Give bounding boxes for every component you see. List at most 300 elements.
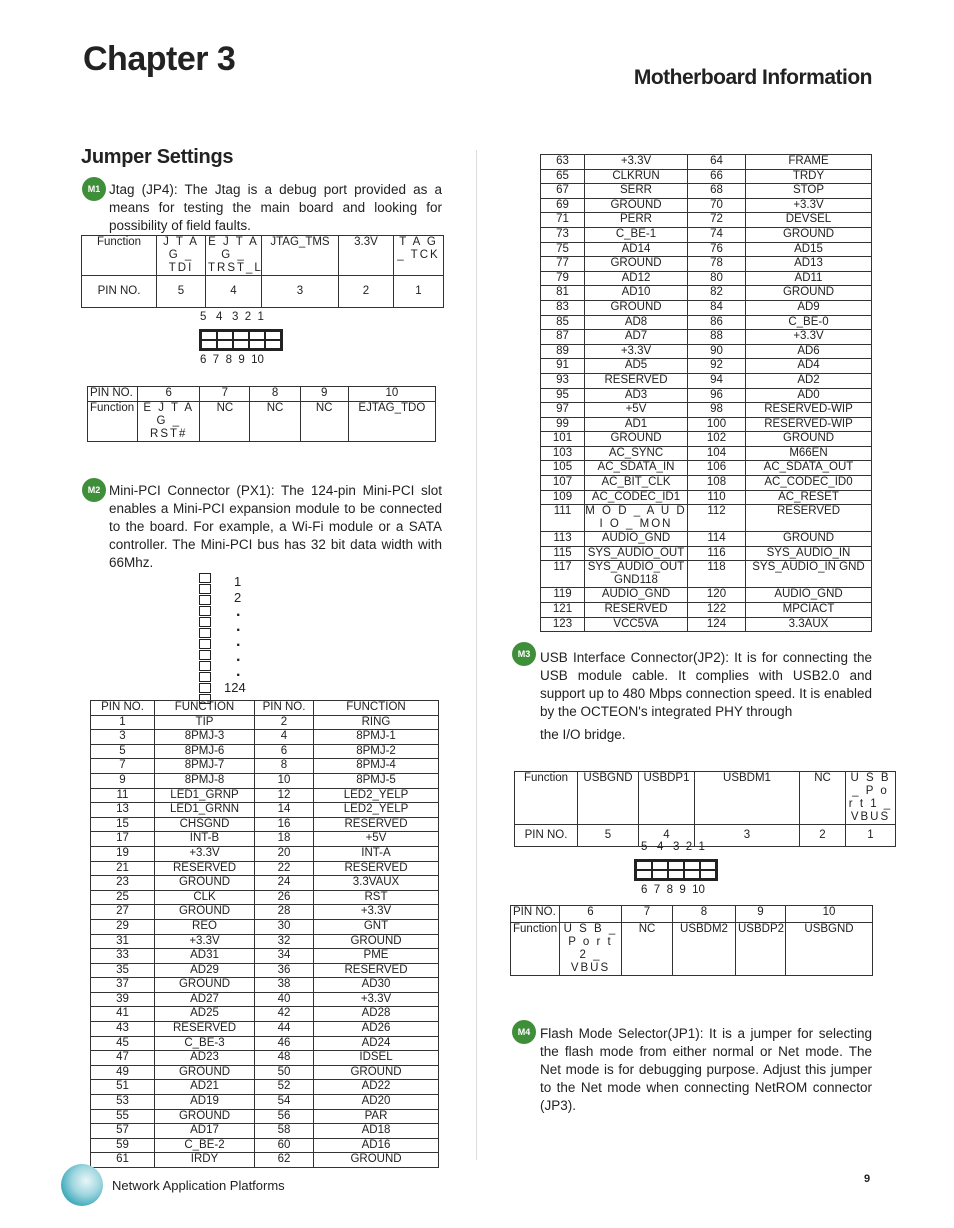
cell: 2 — [339, 276, 394, 308]
table-cell: 63 — [541, 155, 585, 170]
header-cell: FUNCTION — [314, 701, 439, 716]
table-cell: 98 — [688, 403, 746, 418]
minipci-pin2-label: 2 — [234, 590, 242, 605]
table-row — [541, 330, 872, 345]
cell: 6 — [560, 906, 622, 923]
table-cell: 8PMJ-4 — [314, 759, 439, 774]
table-cell: 89 — [541, 344, 585, 359]
table-row — [541, 388, 872, 403]
table-cell: AD5 — [585, 359, 688, 374]
cell: PIN NO. — [82, 276, 157, 308]
cell: 1 — [846, 825, 896, 847]
table-cell: 60 — [255, 1138, 314, 1153]
table-cell: PME — [314, 949, 439, 964]
table-cell: 73 — [541, 227, 585, 242]
table-row — [91, 773, 439, 788]
table-cell: AD8 — [585, 315, 688, 330]
table-cell: +3.3V — [155, 846, 255, 861]
table-cell: 59 — [91, 1138, 155, 1153]
table-cell: 123 — [541, 617, 585, 632]
chapter-subtitle: Motherboard Information — [633, 66, 872, 89]
cell: 6 — [138, 387, 200, 402]
table-row — [91, 744, 439, 759]
table-cell: AD9 — [746, 300, 872, 315]
cell: NC — [622, 923, 673, 976]
usb-pin-table — [510, 905, 873, 976]
table-cell: AD24 — [314, 1036, 439, 1051]
table-row — [541, 490, 872, 505]
cell: NC — [250, 402, 300, 442]
table-cell: 93 — [541, 373, 585, 388]
table-cell: GROUND — [585, 257, 688, 272]
table-row — [541, 417, 872, 432]
table-cell: 72 — [688, 213, 746, 228]
cell: T A G _ TCK — [394, 236, 444, 276]
table-row — [541, 505, 872, 532]
table-cell: 33 — [91, 949, 155, 964]
cell: 3 — [695, 825, 800, 847]
table-cell: 105 — [541, 461, 585, 476]
table-cell: 83 — [541, 300, 585, 315]
table-cell: DEVSEL — [746, 213, 872, 228]
table-cell: 5 — [91, 744, 155, 759]
table-row — [91, 1065, 439, 1080]
table-cell: AD10 — [585, 286, 688, 301]
minipci-pin1-label: 1 — [234, 574, 242, 589]
cell: 9 — [300, 387, 348, 402]
table-row — [541, 257, 872, 272]
cell: 10 — [348, 387, 435, 402]
table-cell: CLK — [155, 890, 255, 905]
cell: JTAG_TMS — [262, 236, 339, 276]
table-cell: AD19 — [155, 1095, 255, 1110]
table-cell: 20 — [255, 846, 314, 861]
table-cell: GROUND — [314, 934, 439, 949]
table-cell: 116 — [688, 546, 746, 561]
table-row — [91, 934, 439, 949]
table-cell: 100 — [688, 417, 746, 432]
table-cell: +3.3V — [314, 992, 439, 1007]
table-cell: 75 — [541, 242, 585, 257]
table-cell: AD14 — [585, 242, 688, 257]
cell: NC — [300, 402, 348, 442]
table-cell: 8PMJ-7 — [155, 759, 255, 774]
table-cell: AD15 — [746, 242, 872, 257]
table-cell: GNT — [314, 919, 439, 934]
table-cell: 124 — [688, 617, 746, 632]
table-cell: SYS_AUDIO_OUT — [585, 546, 688, 561]
column-divider — [476, 150, 477, 1160]
table-cell: 53 — [91, 1095, 155, 1110]
table-row — [91, 803, 439, 818]
table-cell: 22 — [255, 861, 314, 876]
table-cell: GROUND — [155, 1109, 255, 1124]
table-cell: GROUND — [155, 978, 255, 993]
table-cell: 118 — [688, 561, 746, 588]
table-cell: 86 — [688, 315, 746, 330]
table-row — [91, 759, 439, 774]
table-cell: AD2 — [746, 373, 872, 388]
table-cell: 80 — [688, 271, 746, 286]
table-cell: GROUND — [314, 1065, 439, 1080]
table-cell: 119 — [541, 588, 585, 603]
table-cell: SYS_AUDIO_IN GND — [746, 561, 872, 588]
table-cell: AD7 — [585, 330, 688, 345]
header-cell: PIN NO. — [255, 701, 314, 716]
table-cell: RST — [314, 890, 439, 905]
table-cell: 104 — [688, 446, 746, 461]
table-cell: REO — [155, 919, 255, 934]
table-cell: AD3 — [585, 388, 688, 403]
table-row — [91, 1051, 439, 1066]
cell: 1 — [394, 276, 444, 308]
usb-pins-top-label: 5 4 3 2 1 — [641, 841, 705, 853]
section-title: Jumper Settings — [81, 146, 234, 168]
table-cell: GROUND — [314, 1153, 439, 1168]
table-cell: 82 — [688, 286, 746, 301]
table-cell: 51 — [91, 1080, 155, 1095]
table-cell: GROUND — [155, 876, 255, 891]
table-cell: 76 — [688, 242, 746, 257]
table-row — [541, 286, 872, 301]
table-cell: 3 — [91, 730, 155, 745]
table-row — [91, 1109, 439, 1124]
cell: USBDP2 — [736, 923, 786, 976]
table-cell: 8PMJ-2 — [314, 744, 439, 759]
table-cell: 56 — [255, 1109, 314, 1124]
table-cell: 6 — [255, 744, 314, 759]
table-cell: 58 — [255, 1124, 314, 1139]
table-cell: 7 — [91, 759, 155, 774]
table-cell: TIP — [155, 715, 255, 730]
table-cell: AD17 — [155, 1124, 255, 1139]
table-row — [541, 198, 872, 213]
table-cell: AD21 — [155, 1080, 255, 1095]
table-cell: 91 — [541, 359, 585, 374]
jtag-function-table — [81, 235, 444, 308]
table-cell: 8PMJ-8 — [155, 773, 255, 788]
table-cell: TRDY — [746, 169, 872, 184]
m2-text: Mini-PCI Connector (PX1): The 124-pin Mini-PCI slot enables a Mini-PCI expansion module to be connected to the board. For example, a Wi-Fi module or a SATA controller. The Mini-PCI bus has 32 bit data width with 66Mhz. — [109, 483, 442, 570]
table-row — [541, 432, 872, 447]
table-cell: PERR — [585, 213, 688, 228]
table-cell: 64 — [688, 155, 746, 170]
header-cell: PIN NO. — [91, 701, 155, 716]
table-cell: 57 — [91, 1124, 155, 1139]
table-cell: LED2_YELP — [314, 803, 439, 818]
cell: 7 — [200, 387, 250, 402]
usb-header-diagram — [634, 859, 718, 881]
cell: E J T A G _ RST# — [138, 402, 200, 442]
table-cell: 106 — [688, 461, 746, 476]
table-cell: RING — [314, 715, 439, 730]
table-cell: +5V — [314, 832, 439, 847]
table-cell: 65 — [541, 169, 585, 184]
table-cell: 4 — [255, 730, 314, 745]
table-cell: 8PMJ-5 — [314, 773, 439, 788]
table-cell: M66EN — [746, 446, 872, 461]
m4-badge: M4 — [512, 1020, 536, 1044]
jtag-pins-top-label: 5 4 3 2 1 — [200, 311, 264, 323]
cell: J T A G _ TDI — [157, 236, 206, 276]
table-row — [91, 715, 439, 730]
table-cell: 55 — [91, 1109, 155, 1124]
table-cell: 81 — [541, 286, 585, 301]
table-cell: RESERVED-WIP — [746, 403, 872, 418]
table-row — [91, 992, 439, 1007]
table-cell: 8PMJ-3 — [155, 730, 255, 745]
table-cell: 67 — [541, 184, 585, 199]
table-row — [541, 532, 872, 547]
table-cell: AD16 — [314, 1138, 439, 1153]
table-cell: C_BE-0 — [746, 315, 872, 330]
header-cell: FUNCTION — [155, 701, 255, 716]
footer-text: Network Application Platforms — [112, 1178, 285, 1193]
table-cell: AD18 — [314, 1124, 439, 1139]
table-cell: INT-A — [314, 846, 439, 861]
table-row — [541, 227, 872, 242]
table-cell: 21 — [91, 861, 155, 876]
table-row — [541, 461, 872, 476]
table-cell: 17 — [91, 832, 155, 847]
table-cell: SYS_AUDIO_OUT GND118 — [585, 561, 688, 588]
cell: Function — [511, 923, 560, 976]
cell: USBGND — [786, 923, 873, 976]
cell: U S B _ P o r t 1 _ VBUS — [846, 772, 896, 825]
table-cell: +3.3V — [585, 344, 688, 359]
table-cell: +3.3V — [746, 198, 872, 213]
table-cell: 46 — [255, 1036, 314, 1051]
table-row — [91, 949, 439, 964]
cell: 8 — [250, 387, 300, 402]
table-cell: 45 — [91, 1036, 155, 1051]
table-cell: INT-B — [155, 832, 255, 847]
table-cell: AD20 — [314, 1095, 439, 1110]
table-cell: 49 — [91, 1065, 155, 1080]
cell: 8 — [673, 906, 736, 923]
table-cell: 84 — [688, 300, 746, 315]
table-cell: +5V — [585, 403, 688, 418]
table-cell: 27 — [91, 905, 155, 920]
table-cell: CLKRUN — [585, 169, 688, 184]
table-cell: AC_SDATA_IN — [585, 461, 688, 476]
table-row — [541, 446, 872, 461]
cell: NC — [200, 402, 250, 442]
table-cell: 74 — [688, 227, 746, 242]
table-cell: 3.3VAUX — [314, 876, 439, 891]
table-cell: 99 — [541, 417, 585, 432]
cell: 5 — [578, 825, 639, 847]
table-cell: AD1 — [585, 417, 688, 432]
table-cell: 2 — [255, 715, 314, 730]
table-cell: AD22 — [314, 1080, 439, 1095]
table-cell: 77 — [541, 257, 585, 272]
table-cell: GROUND — [746, 286, 872, 301]
m4-text: Flash Mode Selector(JP1): It is a jumper for selecting the flash mode from either normal or Net mode. The Net mode is for debugging purpose. Adjust this jumper to the Net mode when connecting NetROM connector (JP3). — [540, 1026, 872, 1113]
table-cell: AC_SDATA_OUT — [746, 461, 872, 476]
table-row — [91, 832, 439, 847]
table-row — [541, 155, 872, 170]
jtag-pin-table — [87, 386, 436, 442]
table-row — [91, 1080, 439, 1095]
table-cell: AUDIO_GND — [585, 532, 688, 547]
table-row — [91, 788, 439, 803]
table-cell: VCC5VA — [585, 617, 688, 632]
table-row — [541, 561, 872, 588]
table-cell: 3.3AUX — [746, 617, 872, 632]
table-row — [91, 730, 439, 745]
table-cell: AD13 — [746, 257, 872, 272]
table-cell: +3.3V — [314, 905, 439, 920]
table-row — [91, 846, 439, 861]
table-cell: 54 — [255, 1095, 314, 1110]
table-cell: AD27 — [155, 992, 255, 1007]
table-cell: 30 — [255, 919, 314, 934]
table-cell: GROUND — [155, 905, 255, 920]
cell: E J T A G _ TRST_L — [206, 236, 262, 276]
table-cell: 42 — [255, 1007, 314, 1022]
table-cell: 102 — [688, 432, 746, 447]
table-cell: GROUND — [746, 532, 872, 547]
table-cell: 43 — [91, 1022, 155, 1037]
table-cell: AD25 — [155, 1007, 255, 1022]
table-cell: 36 — [255, 963, 314, 978]
table-cell: +3.3V — [746, 330, 872, 345]
table-cell: RESERVED — [585, 373, 688, 388]
table-cell: GROUND — [746, 227, 872, 242]
table-cell: CHSGND — [155, 817, 255, 832]
table-cell: 108 — [688, 476, 746, 491]
cell: USBDM1 — [695, 772, 800, 825]
table-cell: 122 — [688, 603, 746, 618]
table-cell: 107 — [541, 476, 585, 491]
table-cell: RESERVED — [314, 817, 439, 832]
table-row — [541, 315, 872, 330]
cell: EJTAG_TDO — [348, 402, 435, 442]
table-row — [91, 1124, 439, 1139]
table-cell: +3.3V — [585, 155, 688, 170]
cell: 5 — [157, 276, 206, 308]
table-row — [541, 344, 872, 359]
minipci-pin124-label: 124 — [224, 680, 246, 695]
table-cell: 121 — [541, 603, 585, 618]
minipci-pin-table-right — [540, 154, 872, 632]
table-cell: AD30 — [314, 978, 439, 993]
table-cell: 87 — [541, 330, 585, 345]
table-cell: 112 — [688, 505, 746, 532]
table-cell: 10 — [255, 773, 314, 788]
table-cell: 61 — [91, 1153, 155, 1168]
table-cell: 90 — [688, 344, 746, 359]
table-cell: 8PMJ-1 — [314, 730, 439, 745]
table-cell: RESERVED-WIP — [746, 417, 872, 432]
table-row — [541, 617, 872, 632]
table-row — [91, 1153, 439, 1168]
table-cell: AC_CODEC_ID1 — [585, 490, 688, 505]
table-cell: 15 — [91, 817, 155, 832]
table-cell: 68 — [688, 184, 746, 199]
minipci-ellipsis: . . . . . — [236, 603, 241, 680]
table-row — [541, 213, 872, 228]
m1-text: Jtag (JP4): The Jtag is a debug port provided as a means for testing the main board and looking for possibility of field faults. — [109, 182, 442, 233]
m3-badge: M3 — [512, 642, 536, 666]
table-cell: 70 — [688, 198, 746, 213]
table-row — [91, 1138, 439, 1153]
usb-pins-bottom-label: 6 7 8 9 10 — [641, 884, 705, 896]
table-cell: 34 — [255, 949, 314, 964]
table-cell: RESERVED — [155, 861, 255, 876]
cell: NC — [800, 772, 846, 825]
table-cell: GROUND — [746, 432, 872, 447]
table-cell: 117 — [541, 561, 585, 588]
table-cell: 13 — [91, 803, 155, 818]
table-row — [91, 890, 439, 905]
table-cell: 44 — [255, 1022, 314, 1037]
table-cell: 26 — [255, 890, 314, 905]
cell: PIN NO. — [515, 825, 578, 847]
table-cell: 11 — [91, 788, 155, 803]
table-cell: 78 — [688, 257, 746, 272]
table-cell: 29 — [91, 919, 155, 934]
table-cell: AD4 — [746, 359, 872, 374]
cell: PIN NO. — [88, 387, 138, 402]
table-cell: 18 — [255, 832, 314, 847]
table-cell: 25 — [91, 890, 155, 905]
table-cell: GROUND — [585, 432, 688, 447]
table-cell: GROUND — [155, 1065, 255, 1080]
table-cell: 109 — [541, 490, 585, 505]
table-cell: RESERVED — [746, 505, 872, 532]
table-cell: C_BE-2 — [155, 1138, 255, 1153]
table-cell: AC_CODEC_ID0 — [746, 476, 872, 491]
table-row — [91, 1036, 439, 1051]
table-cell: LED1_GRNP — [155, 788, 255, 803]
cell: 3.3V — [339, 236, 394, 276]
usb-function-table — [514, 771, 896, 847]
table-cell: AD31 — [155, 949, 255, 964]
table-cell: 39 — [91, 992, 155, 1007]
table-cell: AD26 — [314, 1022, 439, 1037]
table-row — [541, 546, 872, 561]
table-row — [541, 300, 872, 315]
table-row — [541, 242, 872, 257]
page-number: 9 — [864, 1173, 871, 1185]
company-logo — [61, 1164, 103, 1206]
table-cell: C_BE-3 — [155, 1036, 255, 1051]
cell: USBDM2 — [673, 923, 736, 976]
table-cell: STOP — [746, 184, 872, 199]
cell: USBGND — [578, 772, 639, 825]
table-cell: 12 — [255, 788, 314, 803]
cell: 10 — [786, 906, 873, 923]
table-cell: 47 — [91, 1051, 155, 1066]
m3-text: USB Interface Connector(JP2): It is for connecting the USB module cable. It complies with USB2.0 and support up to 480 Mbps connection speed. It is enabled by the OCTEON's integrated PHY through — [540, 650, 872, 719]
table-cell: 113 — [541, 532, 585, 547]
table-row — [91, 876, 439, 891]
table-row — [541, 476, 872, 491]
table-row — [91, 919, 439, 934]
table-cell: 38 — [255, 978, 314, 993]
table-cell: AC_BIT_CLK — [585, 476, 688, 491]
m1-badge: M1 — [82, 177, 106, 201]
cell: Function — [88, 402, 138, 442]
table-row — [91, 963, 439, 978]
table-cell: 66 — [688, 169, 746, 184]
table-cell: RESERVED — [314, 861, 439, 876]
table-cell: 69 — [541, 198, 585, 213]
table-cell: 41 — [91, 1007, 155, 1022]
table-cell: 79 — [541, 271, 585, 286]
